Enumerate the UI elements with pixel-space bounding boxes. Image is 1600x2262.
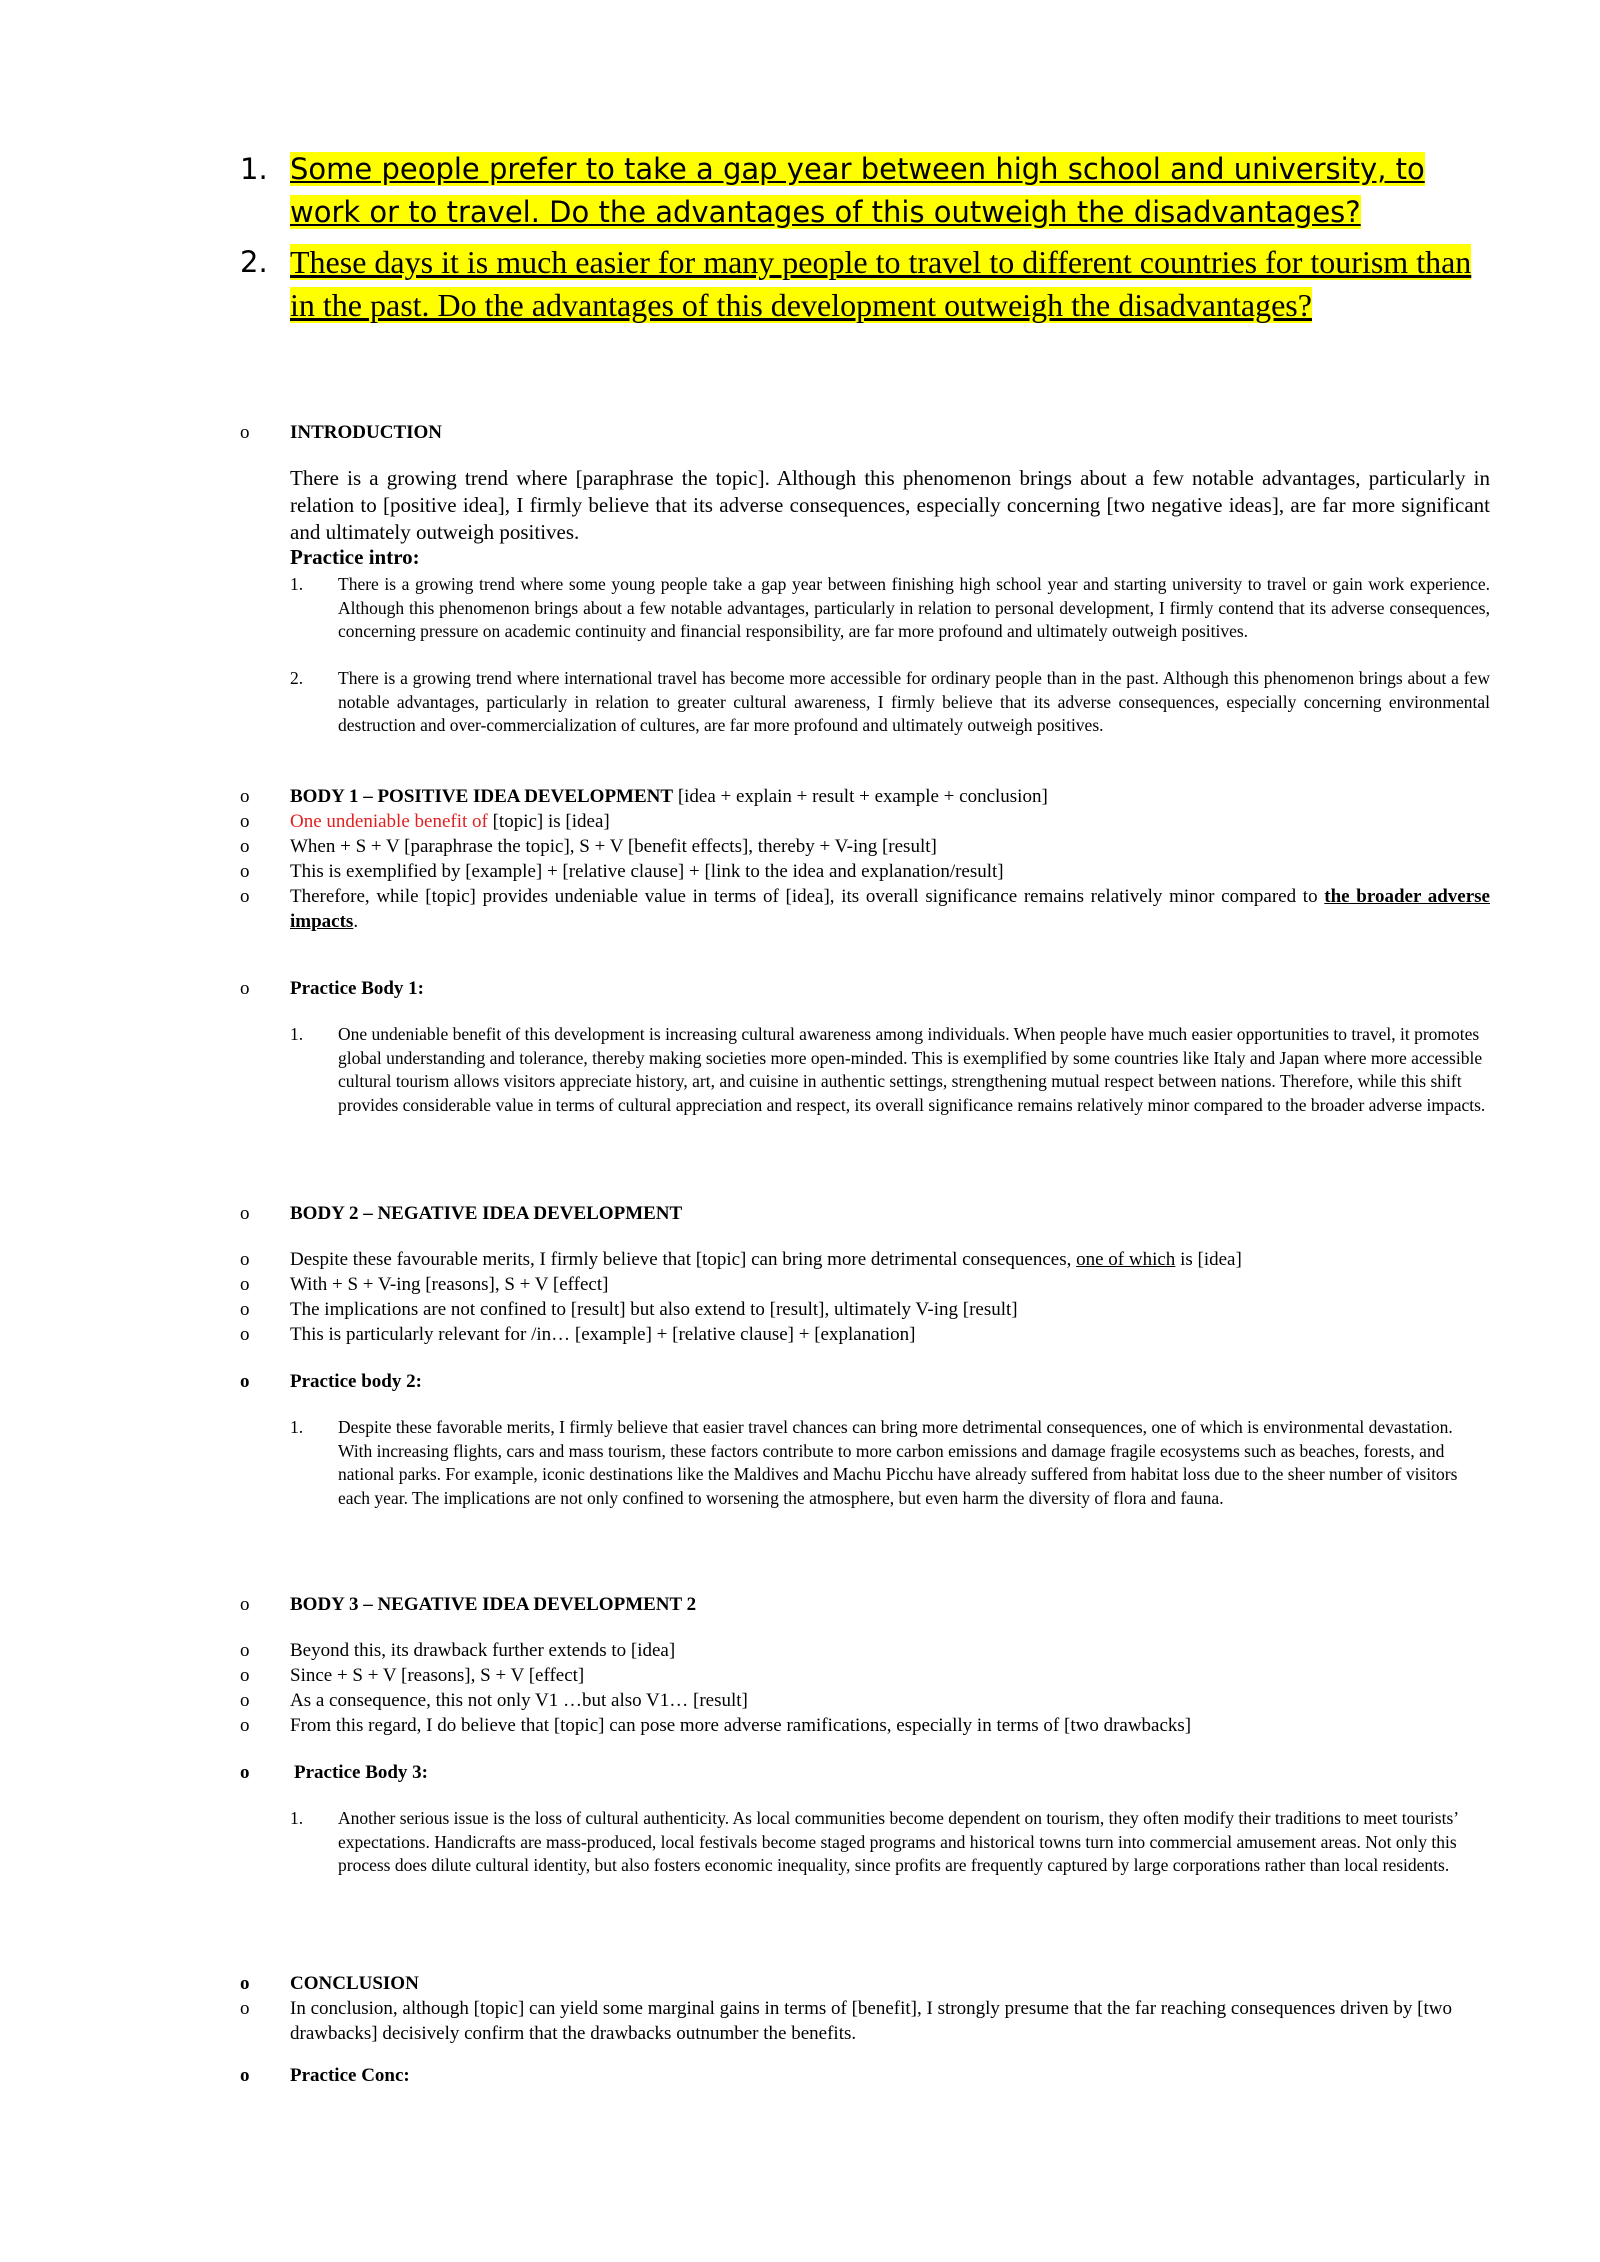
bullet: o [240,1690,250,1711]
conclusion-practice-heading: Practice Conc: [290,2065,410,2086]
bullet: o [240,1371,250,1392]
body3-line: Since + S + V [reasons], S + V [effect] [290,1665,585,1686]
item-number: 1. [290,1808,304,1828]
intro-template: There is a growing trend where [paraphrase the topic]. Although this phenomenon brings about a few notable advantages, particularly in relation to [positive idea], I firmly believe that its adverse consequences, especially concerning [two negative ideas], are far more significant and ultimately outweigh positives. [290,466,1490,544]
bullet: o [240,1274,250,1295]
highlighted-topic: These days it is much easier for many people to travel to different countries for tourism than in the past. Do the advantages of this development outweigh the disadvantages? [290,244,1472,323]
bullet: o [240,1594,250,1615]
conclusion-heading: CONCLUSION [290,1973,419,1994]
topic-text [290,241,1500,327]
body2-line1-text: Despite these favourable merits, I firmly believe that [topic] can bring more detrimental consequences, [290,1249,1077,1270]
bullet: o [240,1203,250,1224]
item-number: 1. [290,574,304,594]
intro-practice-heading: Practice intro: [290,545,420,569]
body1-heading-note: [idea + explain + result + example + conclusion] [673,786,1048,807]
body2-line: With + S + V-ing [reasons], S + V [effect] [290,1274,609,1295]
bullet: o [240,1973,250,1994]
body3-practice-heading: Practice Body 3: [294,1762,429,1783]
body1-line1-rest: [topic] is [idea] [487,811,610,832]
item-text: There is a growing trend where some young people take a gap year between finishing high school year and starting university to travel or gain work experience. Although this phenomenon brings about a few notable advantages, particularly in relation to personal development, I firmly contend that its adverse consequences, concerning pressure on academic continuity and financial responsibility, are far more profound and ultimately outweigh positives. [338,574,1490,641]
item-number: 1. [290,1024,304,1044]
item-text: Despite these favorable merits, I firmly believe that easier travel chances can bring more detrimental consequences, one of which is environmental devastation. With increasing flights, cars and mass tourism, these factors contribute to more carbon emissions and damage fragile ecosystems such as beaches, forests, and national parks. For example, iconic destinations like the Maldives and Machu Picchu have already suffered from habitat loss due to the sheer number of visitors each year. The implications are not only confined to worsening the atmosphere, but even harm the diversity of flora and fauna. [338,1417,1458,1508]
bullet: o [240,978,250,999]
body3-line: As a consequence, this not only V1 …but also V1… [result] [290,1690,748,1711]
body2-heading: BODY 2 – NEGATIVE IDEA DEVELOPMENT [290,1203,683,1224]
bullet: o [240,861,250,882]
body3-heading: BODY 3 – NEGATIVE IDEA DEVELOPMENT 2 [290,1594,697,1615]
intro-heading: INTRODUCTION [290,422,443,443]
body3-line: From this regard, I do believe that [topic] can pose more adverse ramifications, especially in terms of [two drawbacks] [290,1715,1192,1736]
body2-underlined-phrase: one of which [1076,1249,1176,1270]
body1-heading-line [290,784,1490,809]
bullet: o [240,2065,250,2086]
body1-line [290,884,1490,934]
body2-practice-heading: Practice body 2: [290,1371,422,1392]
item-number: 2. [290,668,304,688]
bullet: o [240,786,250,807]
topic-number: 1. [240,152,268,186]
body1-heading: BODY 1 – POSITIVE IDEA DEVELOPMENT [290,786,674,807]
bullet: o [240,1762,250,1783]
topic-text [290,148,1500,234]
item-number: 1. [290,1417,304,1437]
body1-line: When + S + V [paraphrase the topic], S + V [benefit effects], thereby + V-ing [result] [290,836,937,857]
body2-line: This is particularly relevant for /in… [example] + [relative clause] + [explanation] [290,1324,916,1345]
bullet: o [240,886,250,907]
body1-red-phrase: One undeniable benefit of [290,811,488,832]
body2-line: The implications are not confined to [result] but also extend to [result], ultimately V-ing [result] [290,1299,1018,1320]
body1-line: This is exemplified by [example] + [relative clause] + [link to the idea and explanation/result] [290,861,1004,882]
body1-bold-phrase: the broader adverse impacts [290,886,1490,932]
bullet: o [240,1640,250,1661]
topic-number: 2. [240,245,268,279]
bullet: o [240,1249,250,1270]
body3-line: Beyond this, its drawback further extends to [idea] [290,1640,676,1661]
bullet: o [240,422,250,443]
bullet: o [240,1299,250,1320]
body1-line4-text: Therefore, while [topic] provides undeniable value in terms of [idea], its overall significance remains relatively minor compared to [290,886,1325,907]
highlighted-topic: Some people prefer to take a gap year between high school and university, to work or to travel. Do the advantages of this outweigh the disadvantages? [290,152,1425,229]
body2-line1-end: is [idea] [1175,1249,1242,1270]
bullet: o [240,1998,250,2019]
bullet: o [240,1324,250,1345]
conclusion-template: In conclusion, although [topic] can yield some marginal gains in terms of [benefit], I strongly presume that the far reaching consequences driven by [two drawbacks] decisively confirm that the drawbacks outnumber the benefits. [290,1998,1452,2044]
bullet: o [240,1665,250,1686]
bullet: o [240,1715,250,1736]
bullet: o [240,811,250,832]
body1-practice-heading: Practice Body 1: [290,978,425,999]
item-text: One undeniable benefit of this development is increasing cultural awareness among individuals. When people have much easier opportunities to travel, it promotes global understanding and tolerance, thereby making societies more open-minded. This is exemplified by some countries like Italy and Japan where more accessible cultural tourism allows visitors appreciate history, art, and cuisine in authentic settings, strengthening mutual respect between nations. Therefore, while this shift provides considerable value in terms of cultural appreciation and respect, its overall significance remains relatively minor compared to the broader adverse impacts. [338,1024,1486,1115]
item-text: Another serious issue is the loss of cultural authenticity. As local communities become dependent on tourism, they often modify their traditions to meet tourists’ expectations. Handicrafts are mass-produced, local festivals become staged programs and historical towns turn into commercial amusement areas. Not only this process does dilute cultural identity, but also fosters economic inequality, since profits are frequently captured by large corporations rather than local residents. [338,1808,1458,1875]
body2-line [290,1247,1490,1272]
item-text: There is a growing trend where international travel has become more accessible for ordinary people than in the past. Although this phenomenon brings about a few notable advantages, particularly in relation to greater cultural awareness, I firmly believe that its adverse consequences, especially concerning environmental destruction and over-commercialization of cultures, are far more profound and ultimately outweigh positives. [338,668,1490,735]
body1-line [290,809,1490,834]
body1-line4-end: . [353,911,359,932]
bullet: o [240,836,250,857]
